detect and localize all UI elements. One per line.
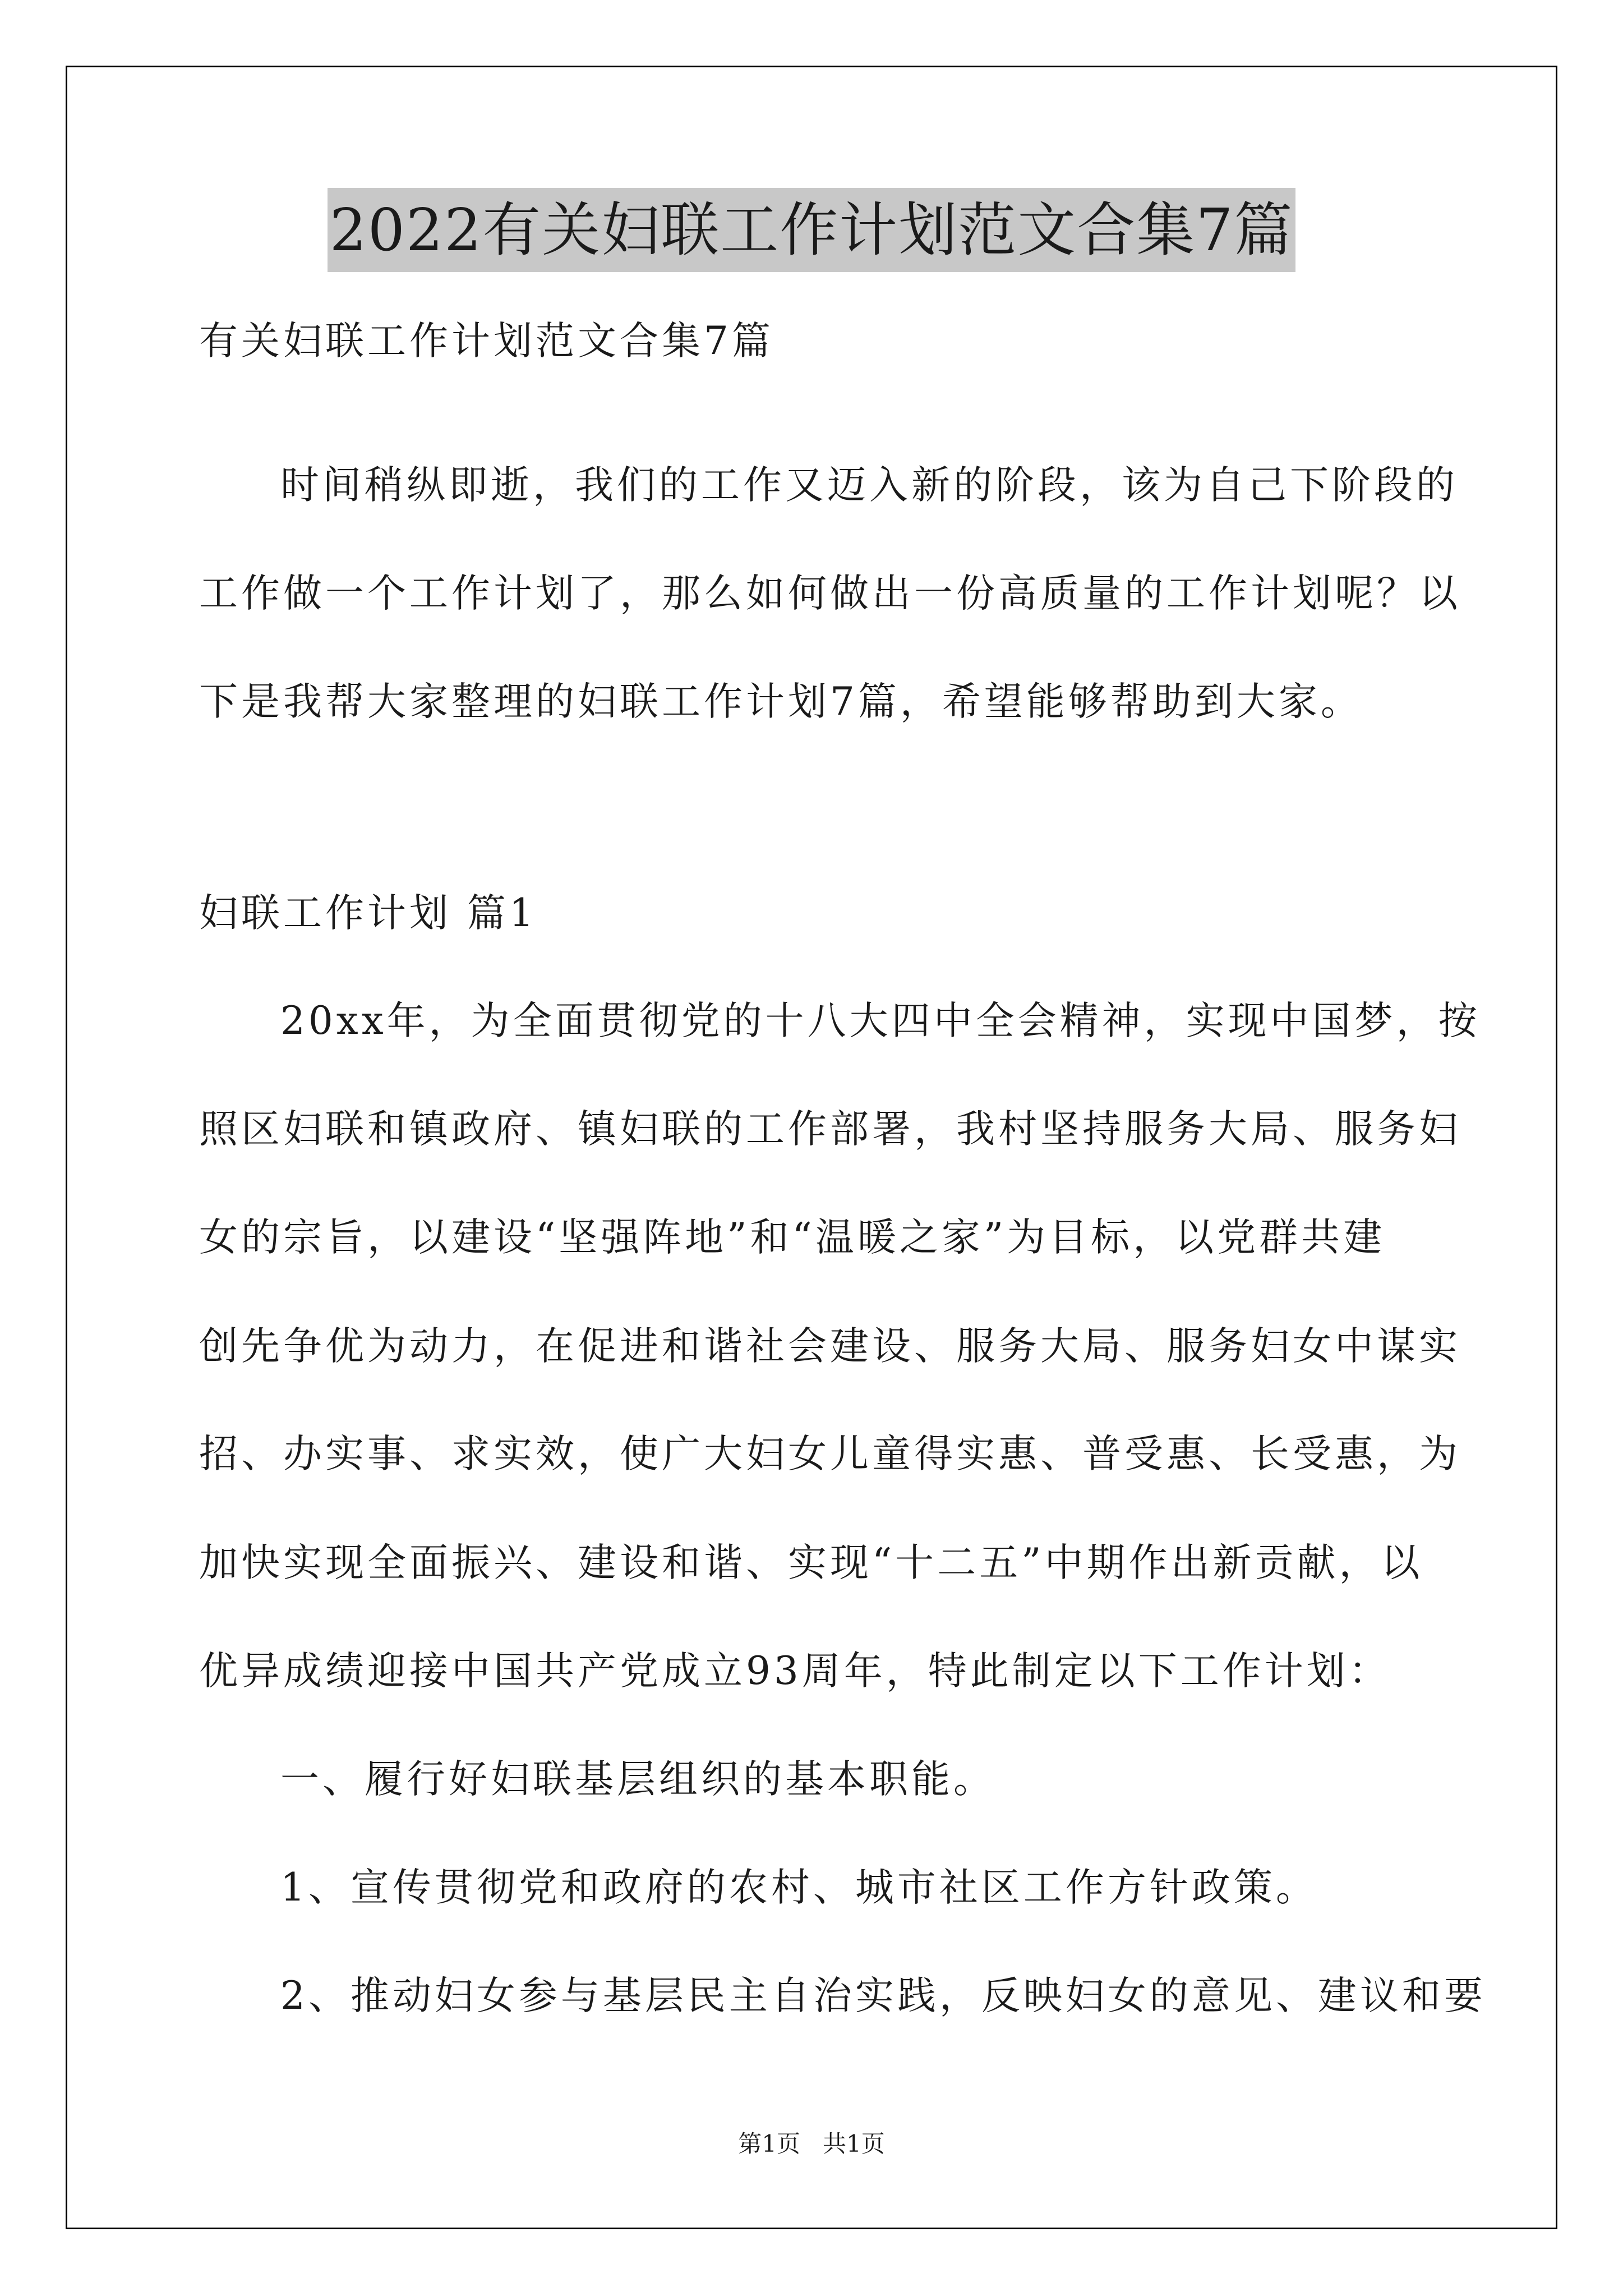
intro-line: 下是我帮大家整理的妇联工作计划7篇，希望能够帮助到大家。 — [199, 679, 1363, 724]
title-container — [0, 188, 1623, 272]
document-title: 2022有关妇联工作计划范文合集7篇 — [328, 188, 1296, 272]
list-item: 一、履行好妇联基层组织的基本职能。 — [280, 1757, 995, 1802]
body-line: 创先争优为动力，在促进和谐社会建设、服务大局、服务妇女中谋实 — [199, 1324, 1461, 1369]
intro-line: 时间稍纵即逝，我们的工作又迈入新的阶段，该为自己下阶段的 — [280, 463, 1458, 508]
body-line: 20xx年，为全面贯彻党的十八大四中全会精神，实现中国梦，按 — [280, 999, 1481, 1043]
intro-line: 工作做一个工作计划了，那么如何做出一份高质量的工作计划呢？以 — [199, 571, 1461, 616]
body-line: 优异成绩迎接中国共产党成立93周年，特此制定以下工作计划： — [199, 1649, 1391, 1694]
section-heading: 妇联工作计划 篇1 — [199, 891, 537, 936]
body-line: 照区妇联和镇政府、镇妇联的工作部署，我村坚持服务大局、服务妇 — [199, 1107, 1461, 1152]
document-subtitle: 有关妇联工作计划范文合集7篇 — [199, 319, 774, 364]
page-footer: 第1页 共1页 — [738, 2130, 885, 2157]
body-line: 加快实现全面振兴、建设和谐、实现“十二五”中期作出新贡献，以 — [199, 1540, 1423, 1585]
list-item: 1、宣传贯彻党和政府的农村、城市社区工作方针政策。 — [280, 1865, 1318, 1910]
body-line: 招、办实事、求实效，使广大妇女儿童得实惠、普受惠、长受惠，为 — [199, 1432, 1461, 1476]
body-line: 女的宗旨，以建设“坚强阵地”和“温暖之家”为目标，以党群共建 — [199, 1215, 1386, 1260]
list-item: 2、推动妇女参与基层民主自治实践，反映妇女的意见、建议和要 — [280, 1973, 1486, 2018]
